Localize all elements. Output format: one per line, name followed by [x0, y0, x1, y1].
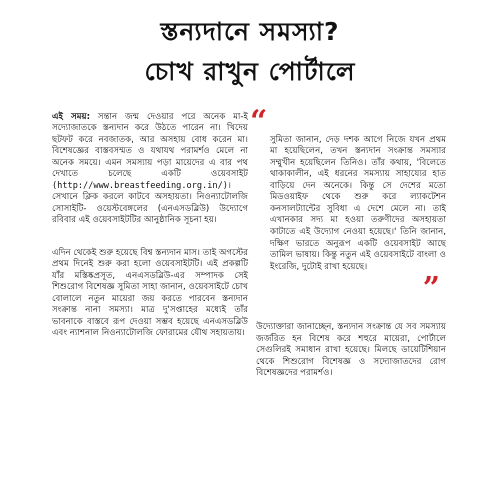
headline-line-1: স্তন্যদানে সমস্যা? [160, 17, 340, 46]
right-column [250, 100, 446, 401]
quote-block [250, 103, 446, 306]
left-paragraph-1 [52, 112, 248, 227]
right-paragraph-2: উদ্যোক্তারা জানাচ্ছেন, স্তন্যদান সংক্রান্ত যে সব সমস্যায় জর্জরিত হন বিশেষ করে শহুরে মায়েরা, পোর্টালে সেগুলিরই সমাধান রাখা হয়েছে। মিলছে ডায়েটিশিয়ান থেকে শিশুরোগ বিশেষজ্ঞ ও সদ্যোজাতদের রোগ বিশেষজ্ঞদের পরামর্শও। [256, 322, 446, 379]
open-quote-icon: “ [250, 103, 268, 139]
left-paragraph-1-tail: । সেখানে ক্লিক করলে কাটবে অসহায়তা। নিওন্যাটোলজি সোসাইটি- ওয়েস্টবেঙ্গলের (এনএসডব্লিউ) উদ্যোগে রবিবার এই ওয়েবসাইটটির আনুষ্ঠানিক সূচনা হয়। [52, 180, 248, 226]
headline-line-2: চোখ রাখুন পোর্টালে [144, 57, 356, 86]
quote-text: সুমিতা জানান, দেড় দশক আগে নিজে যখন প্রথম মা হয়েছিলেন, তখন স্তন্যদান সংক্রান্ত সমস্যার সম্মুখীন হয়েছিলেন তিনিও। তাঁর কথায়, 'বিলেতে থাকাকালীন, এই ধরনের সমস্যায় সাহায্যের হাত বাড়িয়ে দেন অনেকে। কিন্তু সে দেশের মতো মিডওয়াইফ থেকে শুরু করে ল্যাকটেশন কনসালট্যান্টের সুবিধা এ দেশে মেলে না। তাই এখানকার সদ্য মা হওয়া তরুণীদের অসহায়তা কাটাতে এই উদ্যোগ নেওয়া হয়েছে।' তিনি জানান, দক্ষিণ ভারতে অনুরূপ একটি ওয়েবসাইট আছে তামিল ভাষায়। কিন্তু নতুন এই ওয়েবসাইটে বাংলা ও ইংরেজি, দুটোই রাখা হয়েছে। [270, 134, 446, 272]
close-quote-icon: ” [422, 270, 440, 306]
left-paragraph-2: এদিন থেকেই শুরু হয়েছে বিশ্ব স্তন্যদান মাস। তাই অগস্টের প্রথম দিনেই শুরু করা হলো ওয়েবসাইটটি। এই প্রকল্পটি যাঁর মস্তিষ্কপ্রসূত, এনএসডব্লিউ-এর সম্পাদক সেই শিশুরোগ বিশেষজ্ঞ সুমিতা সাহা জানান, ওয়েবসাইটে চোখ বোলালে নতুন মায়েরা জয় করতে পারবেন স্তন্যদান সংক্রান্ত নানা সমস্যা। মাত্র দু'সপ্তাহের মধ্যেই তাঁর ভাবনাকে বাস্তবে রূপ দেওয়া সম্ভব হয়েছে এনএসডব্লিউ এবং ন্যাশনাল নিওন্যাটোলজি ফোরামের যৌথ সহায়তায়। [52, 247, 248, 339]
left-paragraph-1-text: সন্তান জন্ম দেওয়ার পরে অনেক মা-ই সদ্যোজাতকে স্তন্যদান করে উঠতে পারেন না। খিদেয় ছটফট করে নবজাতক, আর অসহায় বোধ করেন মা। বিশেষজ্ঞের বাস্তবসম্মত ও যথাযথ পরামর্শও মেলে না অনেক সময়ে। এমন সমস্যায় পড়া মায়েদের এ বার পথ দেখাতে চলেছে একটি ওয়েবসাইট [52, 111, 248, 180]
website-url: (http://www.breastfeeding.org.in/) [52, 180, 228, 191]
left-column [52, 100, 248, 360]
dateline: এই সময়: [52, 111, 91, 122]
